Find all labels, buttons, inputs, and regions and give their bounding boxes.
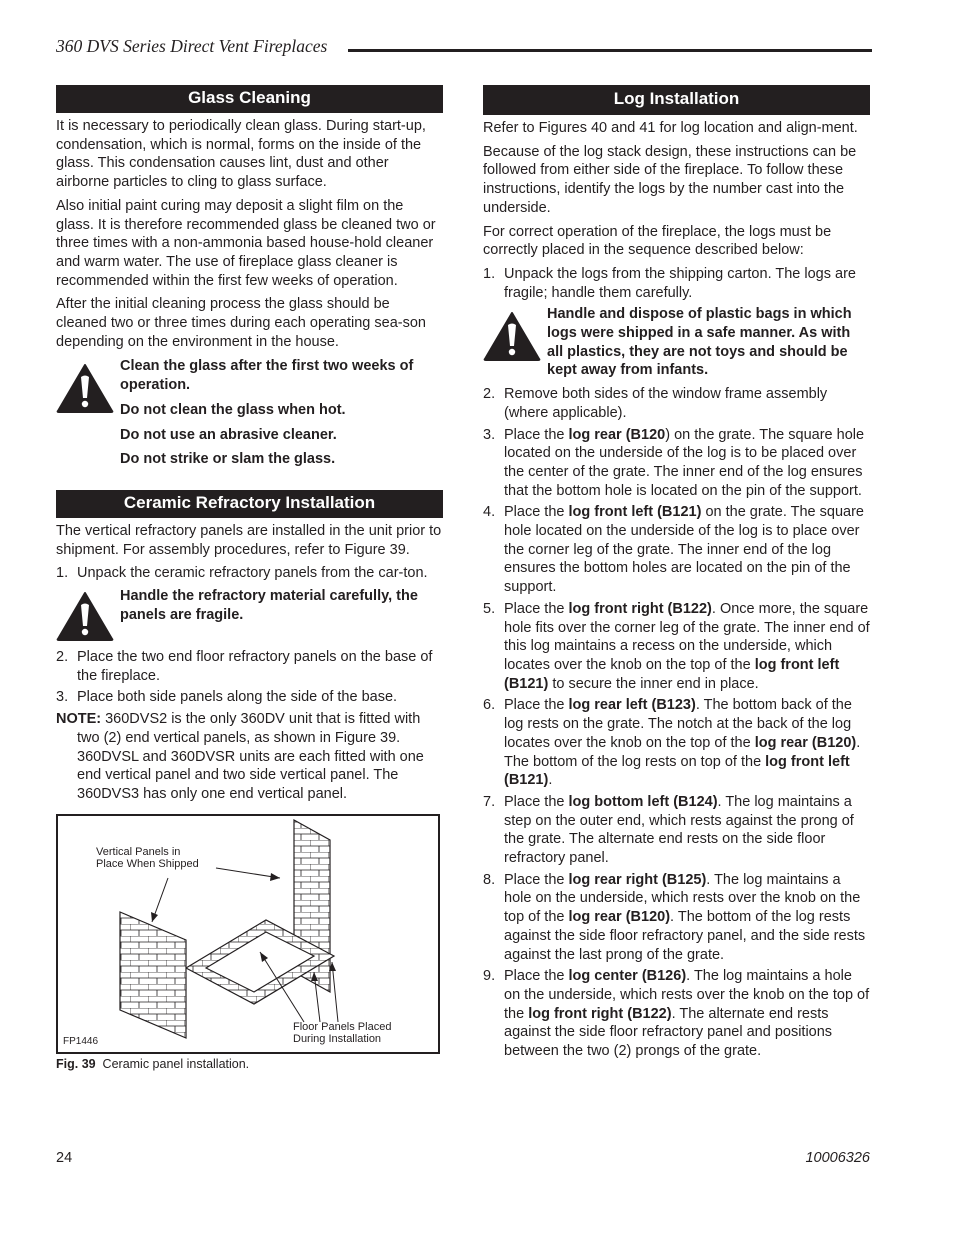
step-text: Remove both sides of the window frame assembly (where applicable).: [504, 386, 828, 421]
step-text: .: [548, 772, 553, 789]
glass-warning-2: Do not clean the glass when hot.: [120, 401, 346, 418]
list-item: [483, 696, 870, 790]
page-number: 24: [56, 1150, 73, 1166]
list-item: [483, 871, 870, 965]
log-part-name: log front left (B121): [504, 753, 850, 789]
step-number: 1.: [483, 265, 496, 282]
step-text: Place the: [504, 968, 569, 985]
step-text: Place the: [504, 871, 569, 888]
log-part-name: log bottom left (B124): [568, 793, 718, 810]
figure-code: FP1446: [63, 1035, 99, 1047]
figure-39: [56, 814, 440, 1054]
log-part-name: log rear (B120: [568, 426, 666, 443]
step-text: to secure the inner end in place.: [548, 675, 759, 692]
step-text: Unpack the ceramic refractory panels from the car-ton.: [77, 565, 428, 582]
ceramic-warning: [56, 587, 443, 643]
log-part-name: log front left (B121): [568, 504, 702, 521]
ceramic-refractory-heading: Ceramic Refractory Installation: [56, 490, 443, 518]
log-paragraph-2: Because of the log stack design, these instructions can be followed from either side of the fireplace. To follow these instructions, identify the logs by the number cast into the underside.: [483, 143, 857, 216]
glass-cleaning-heading: Glass Cleaning: [56, 85, 443, 113]
label-line: During Installation: [293, 1032, 382, 1045]
step-text: . The bottom back of the log rests on the grate. The notch at the back of the log locates over the knob on the top of the: [504, 697, 852, 751]
log-part-name: log rear left (B123): [568, 697, 696, 714]
step-number: 6.: [483, 697, 496, 714]
glass-warning-4: Do not strike or slam the glass.: [120, 451, 336, 468]
list-item: [56, 564, 443, 583]
list-item: [483, 265, 870, 302]
log-warning: [483, 305, 870, 380]
log-warning-text: Handle and dispose of plastic bags in which logs were shipped in a safe manner. As with all plastics, they are not toys and should be kept away from infants.: [547, 306, 852, 379]
glass-paragraph-1: It is necessary to periodically clean glass. During start-up, condensation, which is normal, forms on the inside of the glass. This condensation causes lint, dust and other airborne particles to cling to glass surface.: [56, 118, 426, 191]
step-text: . The bottom of the log rests against the side floor refractory panel, and the side rests against the last prong of the grate.: [504, 909, 866, 963]
list-item: [483, 793, 870, 868]
step-text: . The log maintains a step on the outer end, which rests against the prong of the grate. The alternate end rests on the side floor refractory panel.: [504, 793, 854, 867]
step-text: Place both side panels along the side of the base.: [77, 689, 398, 706]
log-part-name: log rear (B120): [568, 909, 671, 926]
figure-number: Fig. 39: [56, 1056, 96, 1071]
step-text: Place the: [504, 426, 569, 443]
figure-caption-text: Ceramic panel installation.: [102, 1056, 250, 1071]
step-number: 5.: [483, 600, 496, 617]
figure-caption: [56, 1057, 443, 1071]
header-title: 360 DVS Series Direct Vent Fireplaces: [56, 36, 328, 56]
ceramic-paragraph-1: The vertical refractory panels are installed in the unit prior to shipment. For assembly procedures, refer to Figure 39.: [56, 522, 442, 558]
list-item: [483, 600, 870, 694]
list-item: [56, 688, 443, 707]
log-part-name: log rear right (B125): [568, 871, 707, 888]
step-number: 8.: [483, 871, 496, 888]
label-line: Floor Panels Placed: [293, 1020, 392, 1033]
list-item: [483, 967, 870, 1061]
page-header: [56, 36, 872, 66]
left-column: [56, 85, 443, 1071]
glass-warning-1: Clean the glass after the first two weeks of operation.: [120, 358, 414, 394]
ceramic-warning-text: Handle the refractory material carefully, the panels are fragile.: [120, 588, 418, 623]
step-number: 1.: [56, 565, 69, 582]
warning-triangle-icon: [56, 591, 114, 641]
step-text: . The bottom of the log rests on top of the: [504, 734, 861, 770]
log-paragraph-3: For correct operation of the fireplace, the logs must be correctly placed in the sequence described below:: [483, 223, 832, 259]
list-item: [56, 648, 443, 685]
note-label: NOTE:: [56, 711, 102, 728]
warning-triangle-icon: [56, 363, 114, 413]
log-part-name: log center (B126): [568, 968, 687, 985]
glass-warning-3: Do not use an abrasive cleaner.: [120, 426, 337, 443]
right-column: [483, 85, 870, 1061]
figure-label-floor-panels: [293, 1021, 391, 1045]
step-number: 4.: [483, 504, 496, 521]
step-number: 7.: [483, 793, 496, 810]
label-line: Vertical Panels in: [96, 845, 181, 858]
step-number: 2.: [56, 649, 69, 666]
step-text: Unpack the logs from the shipping carton. The logs are fragile; handle them carefully.: [504, 265, 856, 301]
log-installation-heading: Log Installation: [483, 85, 870, 115]
ceramic-note: [56, 710, 443, 804]
step-number: 3.: [56, 689, 69, 706]
log-part-name: log front right (B122): [528, 1005, 672, 1022]
step-text: Place the: [504, 600, 569, 617]
note-text: 360DVS2 is the only 360DV unit that is fitted with two (2) end vertical panels, as shown in Figure 39. 360DVSL and 360DVSR units are each fitted with one end vertical panel and two side vertical panel. The 360DVS3 has only one end vertical panel.: [77, 711, 424, 802]
step-text: Place the: [504, 793, 569, 810]
log-part-name: log rear (B120): [754, 734, 857, 751]
step-text: . The alternate end rests against the side floor refractory panel and positions between the two (2) prongs of the grate.: [504, 1005, 833, 1060]
step-text: . The log maintains a hole on the underside, which rests over the knob on the top of the: [504, 968, 870, 1022]
log-part-name: log front right (B122): [568, 600, 712, 617]
step-text: Place the: [504, 697, 569, 714]
step-text: Place the: [504, 504, 569, 521]
log-part-name: log front left (B121): [504, 656, 840, 692]
label-line: Place When Shipped: [96, 857, 199, 870]
glass-warning: [56, 357, 443, 469]
step-number: 2.: [483, 386, 496, 403]
list-item: [483, 426, 870, 501]
list-item: [483, 385, 870, 422]
step-text: ) on the grate. The square hole located on the underside of the log is to be placed over the center of the grate. The inner end of the log ensures that the bottom hole is located on the pin of the support.: [504, 426, 865, 499]
header-rule: [348, 49, 872, 52]
warning-triangle-icon: [483, 311, 541, 361]
step-number: 3.: [483, 426, 496, 443]
step-number: 9.: [483, 968, 496, 985]
glass-paragraph-3: After the initial cleaning process the glass should be cleaned two or three times during each operating sea-son depending on the environment in the house.: [56, 296, 426, 350]
step-text: . The log maintains a hole on the underside, which rests over the knob on the top of the: [504, 871, 861, 926]
glass-paragraph-2: Also initial paint curing may deposit a slight film on the glass. It is therefore recommended glass be cleaned two or three times with a non-ammonia based house-hold cleaner and warm water. The use of fireplace glass cleaner is recommended within the first few weeks of operation.: [56, 197, 436, 289]
figure-label-vertical-panels: [96, 846, 199, 870]
list-item: [483, 503, 870, 597]
step-text: on the grate. The square hole located on the underside of the log is to place over the corner leg of the grate. The inner end of the log ensures the bottom holes are located on the pin of the support.: [504, 504, 864, 596]
step-text: Place the two end floor refractory panels on the base of the fireplace.: [77, 649, 433, 684]
log-paragraph-1: Refer to Figures 40 and 41 for log location and align-ment.: [483, 120, 858, 136]
document-number: 10006326: [805, 1150, 870, 1166]
step-text: . Once more, the square hole fits over the corner leg of the grate. The inner end of this log maintains a recess on the underside, which locates over the knob on the top of the: [504, 600, 870, 673]
